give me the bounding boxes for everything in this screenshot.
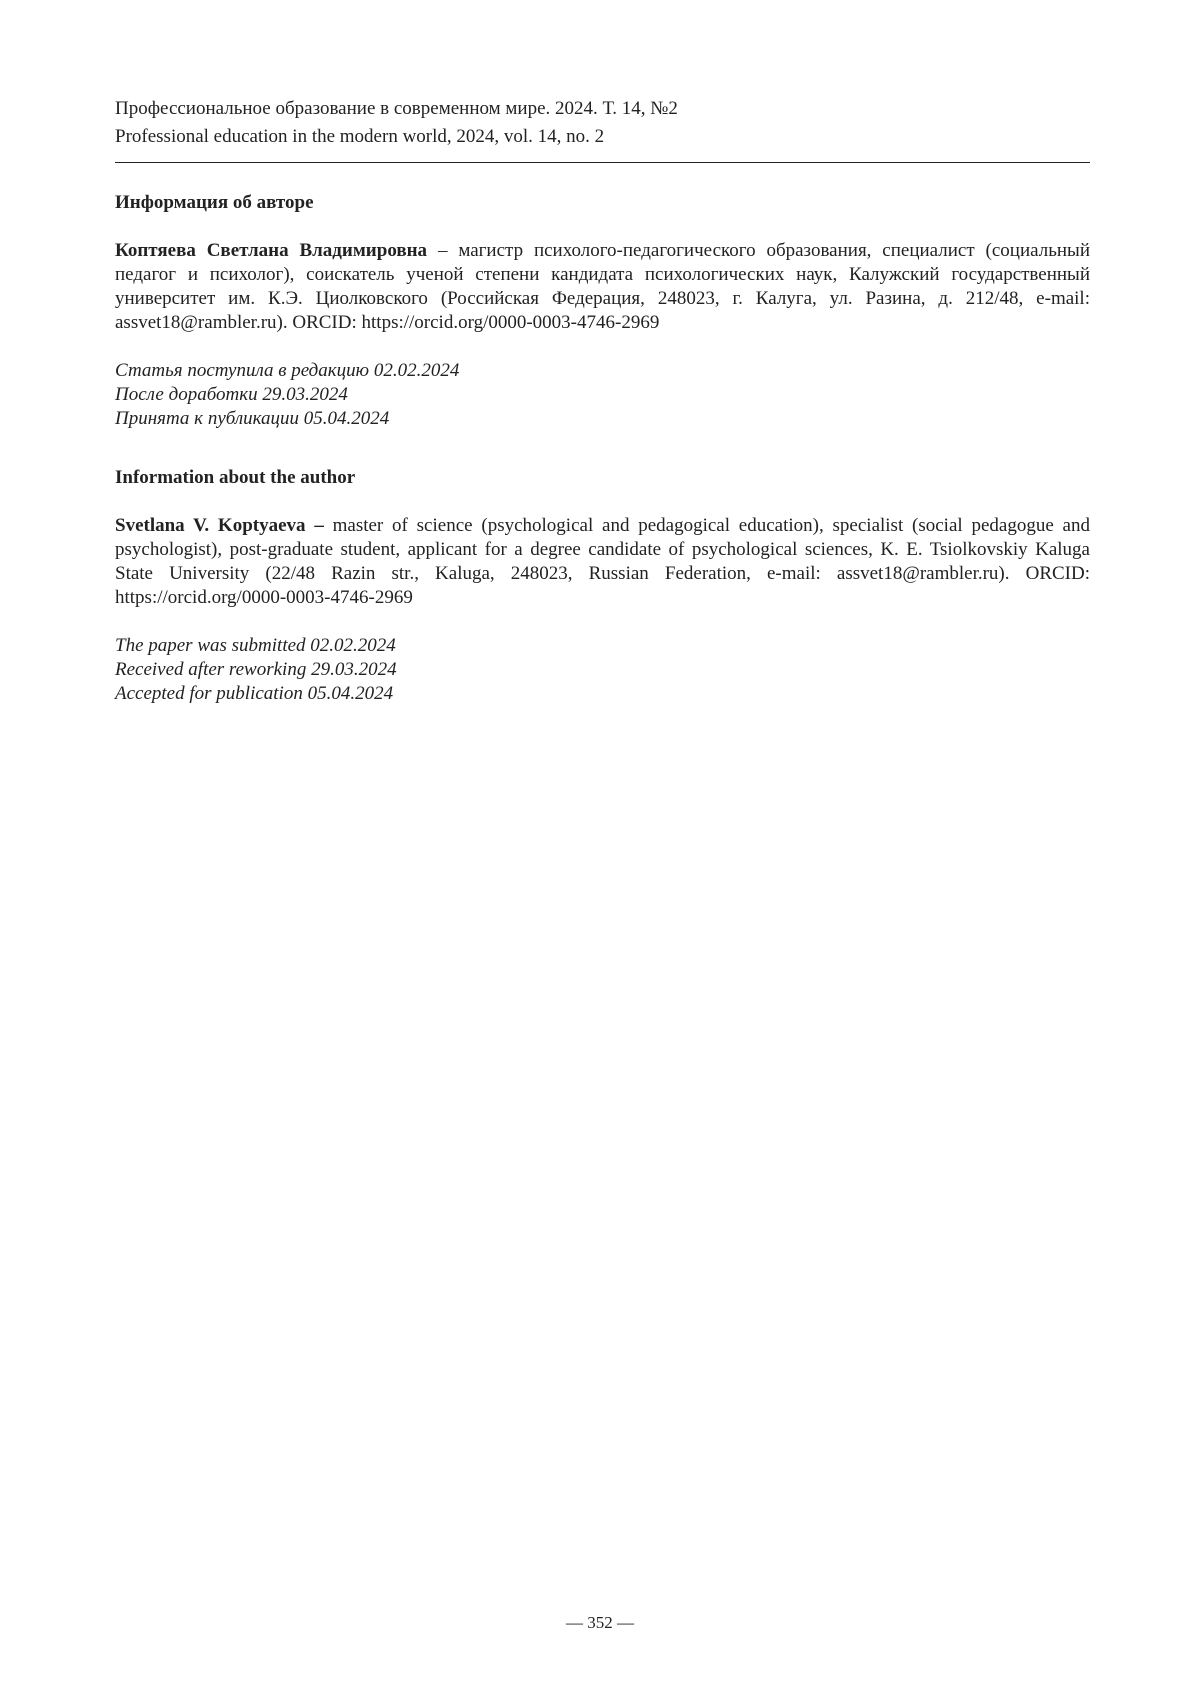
- article-dates-en: [115, 634, 1090, 706]
- author-bio-text-ru: – магистр психолого-педагогического образования, специалист (социальный педагог и психолог), соискатель ученой степени кандидата психологических наук, Калужский государственный университет им. К.Э. Циолковского (Российская Федерация, 248023, г. Калуга, ул. Разина, д. 212/48, e-mail: assvet18@rambler.ru). ORCID: https://orcid.org/0000-0003-4746-2969: [115, 240, 1090, 333]
- accepted-date-en: Accepted for publication 05.04.2024: [115, 683, 394, 704]
- author-bio-en: [115, 514, 1090, 610]
- accepted-date-ru: Принята к публикации 05.04.2024: [115, 408, 390, 429]
- author-name-en: Svetlana V. Koptyaeva –: [115, 515, 324, 536]
- journal-title-ru: Профессиональное образование в современном мире. 2024. Т. 14, №2: [115, 98, 678, 119]
- author-bio-text-en: master of science (psychological and pedagogical education), specialist (social pedagogue and psychologist), post-graduate student, applicant for a degree candidate of psychological sciences, K. E. Tsiolkovskiy Kaluga State University (22/48 Razin str., Kaluga, 248023, Russian Federation, e-mail: assvet18@rambler.ru). ORCID: https://orcid.org/0000-0003-4746-2969: [115, 515, 1090, 608]
- running-header: [115, 95, 1090, 151]
- submitted-date-ru: Статья поступила в редакцию 02.02.2024: [115, 360, 460, 381]
- submitted-date-en: The paper was submitted 02.02.2024: [115, 635, 396, 656]
- journal-title-en: Professional education in the modern world, 2024, vol. 14, no. 2: [115, 126, 605, 147]
- article-dates-ru: [115, 359, 1090, 431]
- section-title-ru: Информация об авторе: [115, 192, 314, 213]
- revised-date-ru: После доработки 29.03.2024: [115, 384, 348, 405]
- author-name-ru: Коптяева Светлана Владимировна: [115, 240, 428, 261]
- author-bio-ru: [115, 239, 1090, 335]
- page-number: — 352 —: [566, 1613, 634, 1632]
- header-divider: [115, 162, 1090, 163]
- page-content: [115, 95, 1090, 706]
- section-title-en: Information about the author: [115, 467, 356, 488]
- revised-date-en: Received after reworking 29.03.2024: [115, 659, 397, 680]
